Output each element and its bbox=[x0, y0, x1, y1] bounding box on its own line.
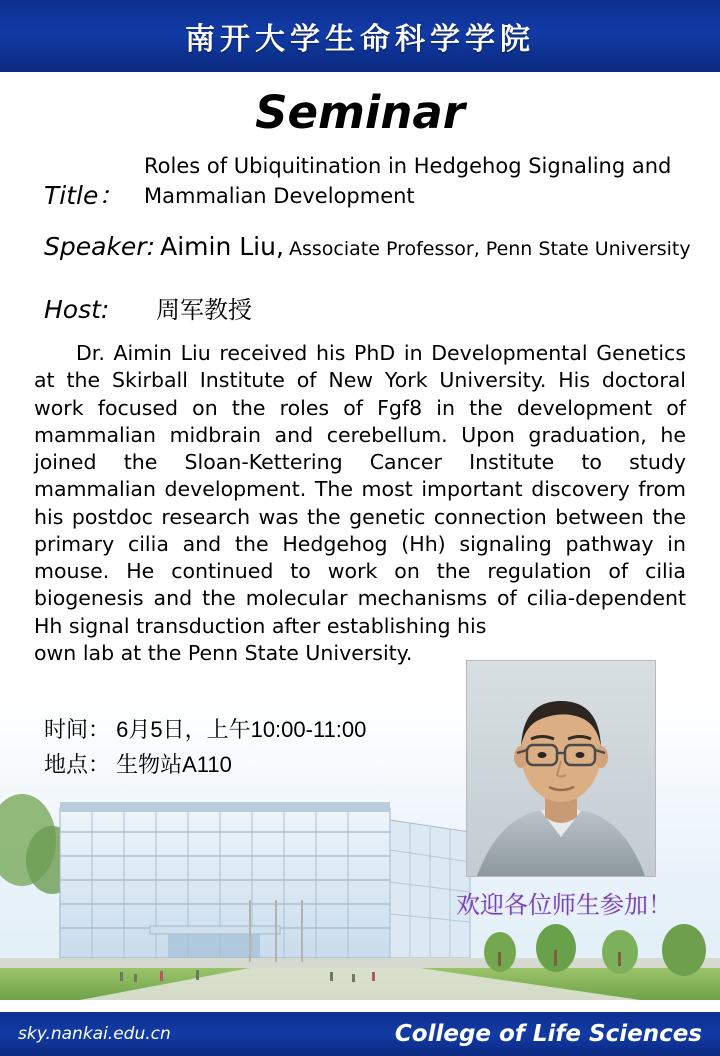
website-url[interactable]: sky.nankai.edu.cn bbox=[18, 1024, 171, 1044]
portrait-graphic bbox=[467, 661, 655, 876]
event-time: 时间： 6月5日，上午10:00-11:00 bbox=[44, 717, 367, 742]
speaker-label: Speaker: bbox=[44, 232, 155, 261]
page-title: Seminar bbox=[255, 86, 465, 139]
event-meta bbox=[44, 712, 366, 782]
speaker-row bbox=[44, 232, 694, 261]
title-row bbox=[44, 152, 684, 212]
title-text: Roles of Ubiquitination in Hedgehog Signaling and Mammalian Development bbox=[144, 154, 672, 208]
speaker-photo bbox=[466, 660, 656, 877]
speaker-biography bbox=[34, 340, 686, 667]
title-label: Title： bbox=[44, 181, 124, 210]
speaker-affiliation: Associate Professor, Penn State University bbox=[289, 238, 691, 260]
host-row bbox=[44, 290, 694, 325]
institution-title: 南开大学生命科学学院 bbox=[185, 23, 535, 56]
bio-last-line: own lab at the Penn State University. bbox=[34, 640, 413, 665]
host-name: 周军教授 bbox=[156, 297, 252, 324]
footer-bar bbox=[0, 1012, 720, 1056]
speaker-name: Aimin Liu, bbox=[160, 232, 284, 261]
bio-paragraph: Dr. Aimin Liu received his PhD in Developmental Genetics at the Skirball Institute of New York University. His doctoral work focused on the roles of Fgf8 in the development of mammalian midbrain and cerebellum. Upon graduation, he joined the Sloan-Kettering Cancer Institute to study mammalian development. The most important discovery from his postdoc research was the genetic connection between the primary cilia and the Hedgehog (Hh) signaling pathway in mouse. He continued to work on the regulation of cilia biogenesis and the molecular mechanisms of cilia-dependent Hh signal transduction after establishing his bbox=[34, 341, 686, 638]
event-place: 地点： 生物站A110 bbox=[44, 752, 232, 778]
host-label: Host: bbox=[44, 295, 110, 324]
college-name: College of Life Sciences bbox=[394, 1021, 702, 1047]
welcome-note: 欢迎各位师生参加！ bbox=[456, 892, 672, 919]
top-banner bbox=[0, 0, 720, 72]
